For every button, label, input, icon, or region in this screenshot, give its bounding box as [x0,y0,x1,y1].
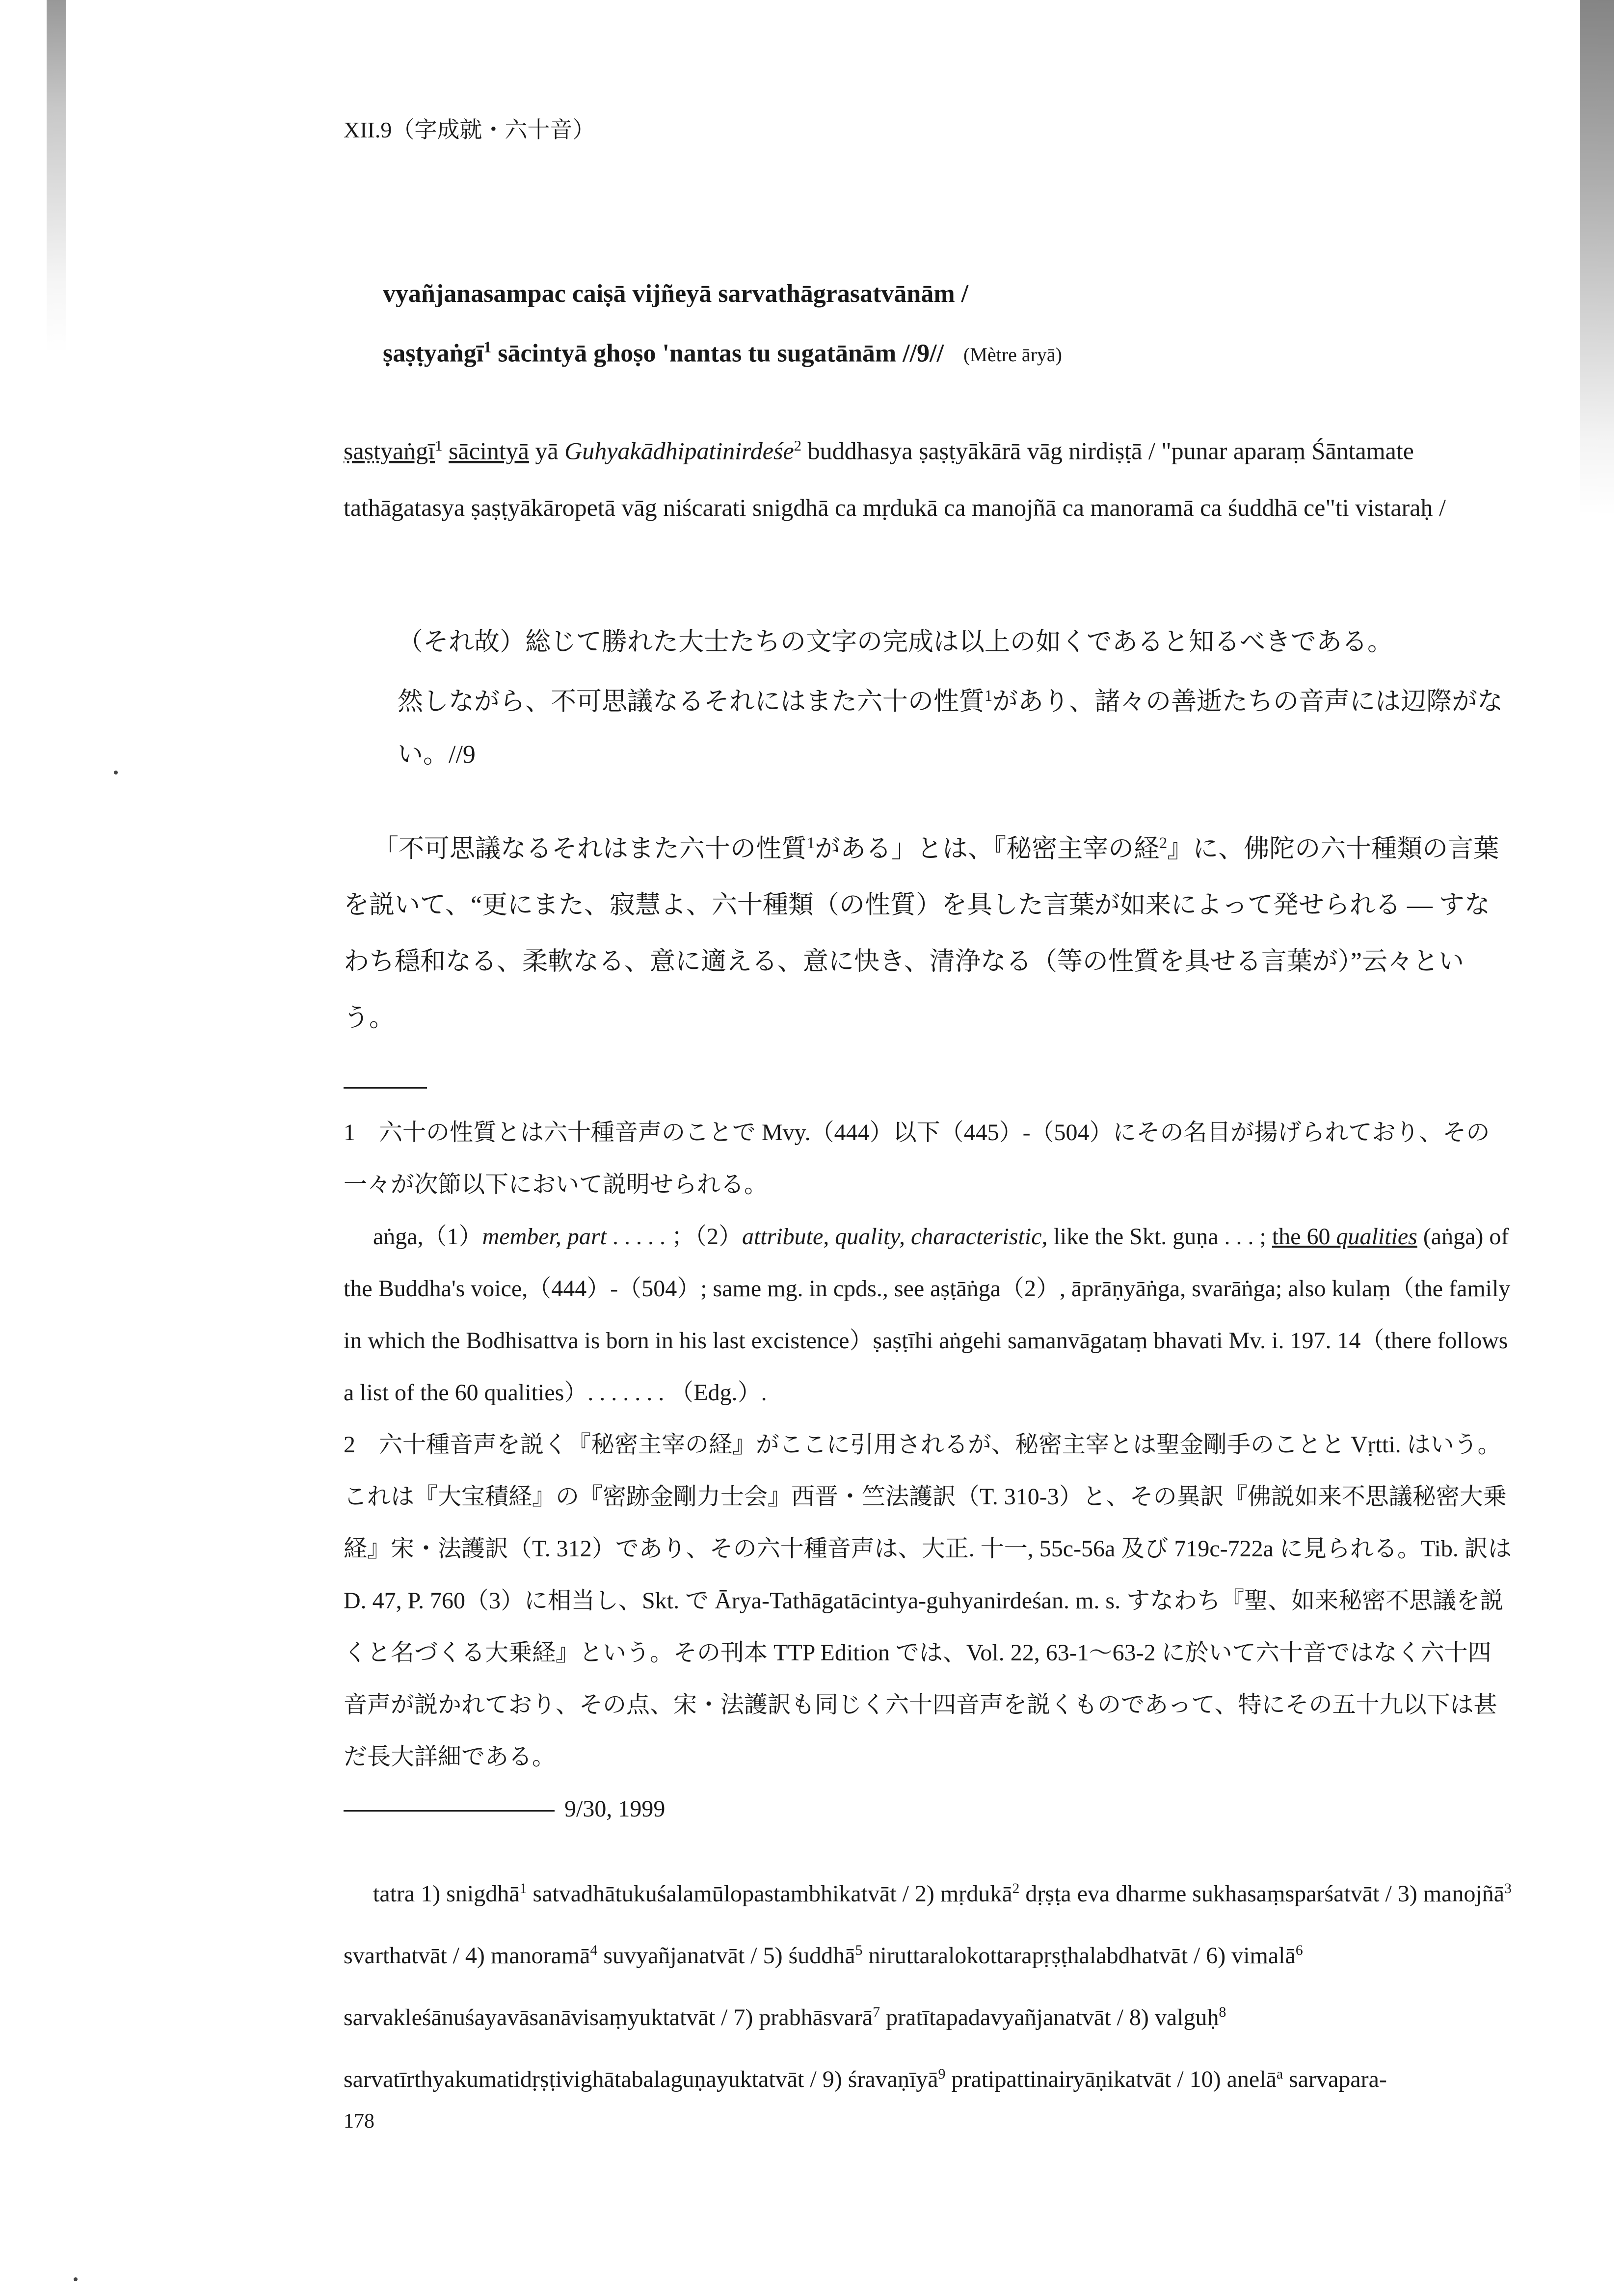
footnote-ref: 1 [483,338,492,356]
footnote-ref: 1 [807,834,815,852]
footnote-date: 9/30, 1999 [344,1783,1512,1835]
verse-line-1: vyañjanasampac caiṣā vijñeyā sarvathāgrasatvānām / [383,280,969,308]
translation-line-1: （それ故）総じて勝れた大士たちの文字の完成は以上の如くであると知るべきである。 [398,628,1393,656]
translation-line-2: 然しながら、不可思議なるそれにはまた六十の性質$^1$があり、諸々の善逝たちの音声には辺際がない。//9 [398,687,1503,769]
scan-edge-right [1580,0,1614,515]
japanese-commentary: 「不可思議なるそれはまた六十の性質$^1$がある」とは、『秘密主宰の経$^2$』に、佛陀の六十種類の言葉を説いて、“更にまた、寂慧よ、六十種類（の性質）を具した言葉が如来によって発せられる ― すなわち穏和なる、柔軟なる、意に適える、意に快き、清浄なる（等の性質を具せる言葉が）”云々という。 [344,834,1499,1033]
verse-line-2: ṣaṣṭyaṅgī$^1$ sācintyā ghoṣo 'nantas tu sugatānām //9// (Mètre āryā) [383,338,1062,368]
footnote-ref: 2 [794,437,802,454]
date-rule [344,1810,555,1812]
page-number: 178 [344,2110,374,2133]
footnotes [344,1107,1512,1835]
footnote-ref: 2 [1159,834,1168,852]
sanskrit-commentary: ṣaṣṭyaṅgī$^1$ sācintyā yā Guhyakādhipatinirdeśe$^2$ buddhasya ṣaṣṭyākārā vāg nirdiṣṭā / "punar aparaṃ Śāntamate tathāgatasya ṣaṣṭyākāropetā vāg niścarati snigdhā ca mṛdukā ca manojñā ca manoramā ca śuddhā ce"ti vistaraḥ / [344,437,1446,521]
footnote-1-edgerton: aṅga,（1）member, part . . . . . ；（2）attribute, quality, characteristic, like the Skt. guṇa . . . ; the 60 qualities (aṅga) of the Buddha's voice,（444）-（504）; same mg. in cpds., see aṣṭāṅga（2）, āprāṇyāṅga, svarāṅga; also kulaṃ（the family in which the Bodhisattva is born in his last excistence）ṣaṣṭīhi aṅgehi samanvāgataṃ bhavati Mv. i. 197. 14（there follows a list of the 60 qualities）. . . . . . . （Edg.）. [344,1224,1511,1406]
scan-speck [114,771,118,774]
meter-note: (Mètre āryā) [963,344,1062,366]
sanskrit-verse [383,267,1512,381]
scan-speck [74,2277,78,2281]
footnote-ref: 1 [435,437,443,454]
running-header: XII.9（字成就・六十音） [344,117,595,142]
qualities-list: tatra 1) snigdhā$^1$ satvadhātukuśalamūlopastambhikatvāt / 2) mṛdukā$^2$ dṛṣṭa eva dharme sukhasaṃsparśatvāt / 3) manojñā$^3$ svarthatvāt / 4) manoramā$^4$ suvyañjanatvāt / 5) śuddhā$^5$ niruttaralokottarapṛṣṭhalabdhatvāt / 6) vimalā$^6$ sarvakleśānuśayavāsanāvisaṃyuktatvāt / 7) prabhāsvarā$^7$ pratītapadavyañjanatvāt / 8) valguḥ$^8$ sarvatīrthyakumatidṛṣṭivighātabalaguṇayuktatvāt / 9) śravaṇīyā$^9$ pratipattinairyāṇikatvāt / 10) anelā$^a$ sarvapara- [344,1880,1512,2092]
footnote-ref: 1 [985,687,993,704]
footnote-2: 2 六十種音声を説く『秘密主宰の経』がここに引用されるが、秘密主宰とは聖金剛手のことと Vṛtti. はいう。これは『大宝積経』の『密跡金剛力士会』西晋・竺法護訳（T. 310-3）と、その異訳『佛説如来不思議秘密大乗経』宋・法護訳（T. 312）であり、その六十種音声は、大正. 十一, 55c-56a 及び 719c-722a に見られる。Tib. 訳は D. 47, P. 760（3）に相当し、Skt. で Ārya-Tathāgatācintya-guhyanirdeśan. m. s. すなわち『聖、如来秘密不思議を説くと名づくる大乗経』という。その刊本 TTP Edition では、Vol. 22, 63-1〜63-2 に於いて六十音ではなく六十四音声が説かれており、その点、宋・法護訳も同じく六十四音声を説くものであって、特にその五十九以下は甚だ長大詳細である。 [344,1432,1512,1770]
footnote-rule [344,1087,427,1089]
japanese-translation [398,616,1512,781]
footnote-1: 1 六十の性質とは六十種音声のことで Mvy.（444）以下（445）-（504）にその名目が揚げられており、その一々が次節以下において説明せられる。 [344,1120,1490,1198]
scan-edge-left [47,0,66,353]
